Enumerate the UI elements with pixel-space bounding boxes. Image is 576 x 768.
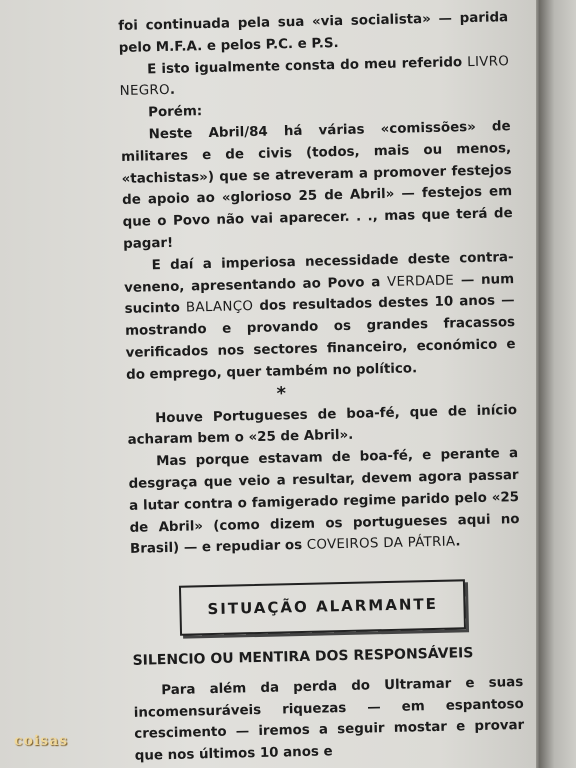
paragraph-2: E isto igualmente consta do meu referido LIVRO NEGRO. [119,53,510,100]
paragraph-7: Mas porque estavam de boa-fé, e perante a desgraça que veio a resultar, devem agora passar a lutar contra o famigerado regime parido pelo «25 de Abril» (como dizem os portugueses aqui no Brasil) — e repudiar os COVEIROS DA PÁTRIA. [128,446,520,558]
facing-page-edge [540,0,576,768]
section-subheading: SILENCIO OU MENTIRA DOS RESPONSÁVEIS [132,645,474,669]
boxed-heading-wrap [131,578,522,637]
watermark-logo: coisas [14,733,69,749]
section-separator: * [276,382,287,405]
page-body [118,7,525,768]
paragraph-6: Houve Portugueses de boa-fé, que de início acharam bem o «25 de Abril». [127,402,518,449]
paragraph-4: Neste Abril/84 há várias «comissões» de militares e de civis (todos, mais ou menos, «tachistas») que se atreveram a promover festejos de apoio ao «glorioso 25 de Abril» — festejos em que o Povo não vai aparecer. . ., mas que terá de pagar! [121,119,513,252]
paragraph-8: Para além da perda do Ultramar e suas incomensuráveis riquezas — em espantoso crescimento — iremos a seguir mostar e provar que nos últimos 10 anos e [133,674,525,764]
paragraph-3: Porém: [148,104,203,121]
paragraph-1: foi continuada pela sua «via socialista» — parida pelo M.F.A. e pelos P.C. e P.S. [118,10,509,56]
boxed-heading: SITUAÇÃO ALARMANTE [179,579,466,635]
paragraph-5: E daí a imperiosa necessidade deste contra-veneno, apresentando ao Povo a VERDADE — num sucinto BALANÇO dos resultados destes 10 anos — mostrando e provando os grandes fracassos verificados nos sectores financeiro, económico e do emprego, quer também no político. [124,249,516,383]
